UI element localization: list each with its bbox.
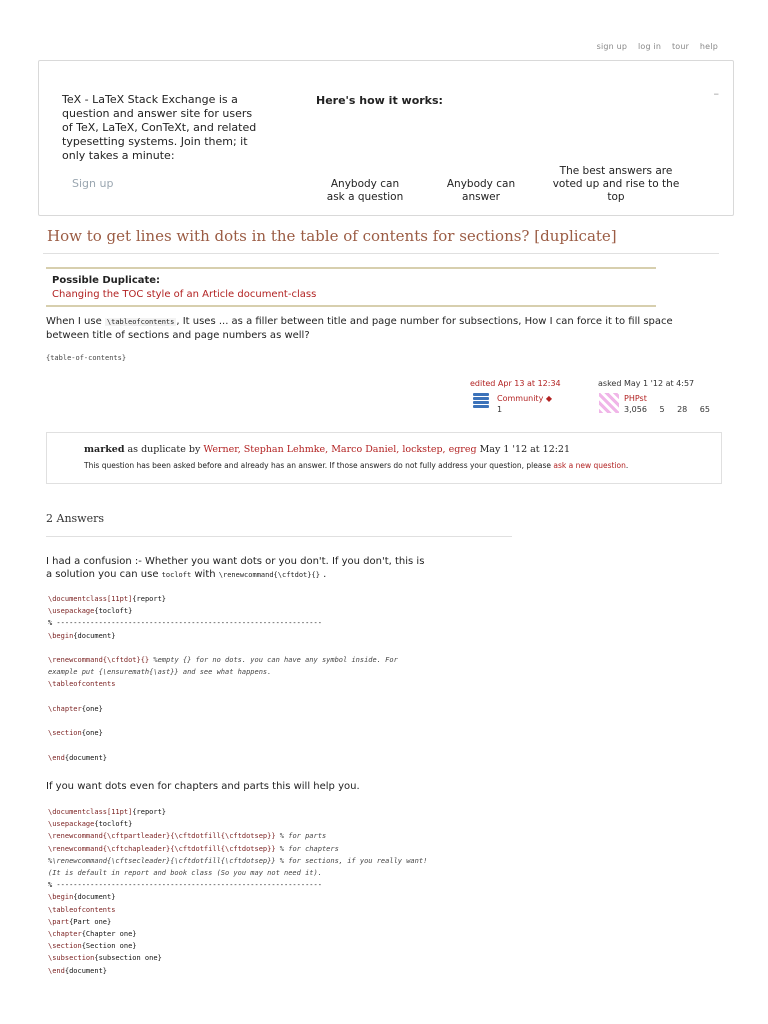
duplicate-notice-message: This question has been asked before and already has an answer. If those answers do not fully address your question, please <box>84 461 554 470</box>
top-nav <box>589 42 718 51</box>
login-link[interactable]: log in <box>637 42 662 51</box>
tag-table-of-contents[interactable]: {table-of-contents} <box>46 354 127 362</box>
duplicate-notice-text <box>84 461 628 470</box>
answer-text-end: . <box>319 569 327 580</box>
code-block-1: \documentclass[11pt]{report} \usepackage{tocloft} % --------------------------------------------------------------- \begin{document} \renewcommand{\cftdot}{} %empty {} for no dots. you can have any symbol inside. For example put {\ensuremath{\ast}} and see what happens. \tableofcontents \chapter{one} \section{one} \end{document} <box>48 595 398 762</box>
signup-link[interactable]: sign up <box>596 42 628 51</box>
help-link[interactable]: help <box>699 42 718 51</box>
marked-label: marked <box>84 444 125 455</box>
question-text-a: When I use <box>46 316 105 327</box>
possible-duplicate-label: Possible Duplicate: <box>52 275 161 286</box>
answer-text-with: with <box>191 569 219 580</box>
title-divider <box>43 253 719 254</box>
closed-date: May 1 '12 at 12:21 <box>476 444 571 455</box>
duplicate-notice <box>46 432 722 484</box>
banner-step-answer: Anybody can answer <box>446 178 516 203</box>
banner-step-ask: Anybody can ask a question <box>326 178 404 203</box>
ask-new-question-link[interactable]: ask a new question <box>553 461 626 470</box>
question-title[interactable]: How to get lines with dots in the table of contents for sections? [duplicate] <box>47 227 617 245</box>
answer-paragraph-2: If you want dots even for chapters and parts this will help you. <box>46 781 360 792</box>
answers-divider <box>46 536 512 537</box>
as-duplicate-by-text: as duplicate by <box>124 444 204 455</box>
possible-duplicate-box <box>46 267 656 307</box>
question-body <box>46 315 686 342</box>
banner-close-button[interactable]: – <box>713 87 719 100</box>
asked-timestamp: asked May 1 '12 at 4:57 <box>598 379 695 388</box>
banner-signup-button[interactable]: Sign up <box>72 177 114 190</box>
duplicate-notice-header <box>84 444 570 455</box>
answers-count-heading: 2 Answers <box>46 512 104 525</box>
asker-reputation: 3,056 5 28 65 <box>624 405 710 414</box>
question-inline-code: \tableofcontents <box>106 318 175 326</box>
question-text-b: , It uses ... as a filler between title and page number for subsections, How I can force it to fill space between title of sections and page numbers as well? <box>46 316 673 341</box>
banner-intro: TeX - LaTeX Stack Exchange is a question and answer site for users of TeX, LaTeX, ConTeXt, and related typesetting systems. Join them; it only takes a minute: <box>62 93 257 162</box>
community-avatar-icon <box>473 393 489 410</box>
asker-avatar[interactable] <box>599 393 619 413</box>
editor-reputation: 1 <box>497 405 503 414</box>
banner-step-vote: The best answers are voted up and rise to the top <box>552 165 680 203</box>
edited-timestamp[interactable]: edited Apr 13 at 12:34 <box>470 379 561 388</box>
tour-link[interactable]: tour <box>671 42 690 51</box>
asker-name-link[interactable]: PHPst <box>624 394 647 403</box>
banner-how-heading: Here's how it works: <box>316 94 443 107</box>
welcome-banner <box>38 60 734 216</box>
answer-text-a: I had a confusion :- Whether you want dots or you don't. If you don't, this is a solution you can use <box>46 556 425 580</box>
code-block-2: \documentclass[11pt]{report} \usepackage{tocloft} \renewcommand{\cftpartleader}{\cftdotfill{\cftdotsep}} % for parts \renewcommand{\cftchapleader}{\cftdotfill{\cftdotsep}} % for chapters %\renewcommand{\cftsecleader}{\cftdotfill{\cftdotsep}} % for sections, if you really want! (It is default in report and book class (So you may not need it). % --------------------------------------------------------------- \begin{document} \tableofcontents \part{Part one} \chapter{Chapter one} \section{Section one} \subsection{subsection one} \end{document} <box>48 808 428 975</box>
answer-code-renewcommand: \renewcommand{\cftdot}{} <box>218 571 320 579</box>
duplicate-question-link[interactable]: Changing the TOC style of an Article document-class <box>52 289 317 300</box>
editor-name-link[interactable]: Community ◆ <box>497 394 552 403</box>
answer-paragraph-1 <box>46 555 426 582</box>
duplicate-notice-end: . <box>625 461 629 470</box>
closing-users-links[interactable]: Werner, Stephan Lehmke, Marco Daniel, lockstep, egreg <box>203 444 477 455</box>
answer-code-tocloft: tocloft <box>161 571 192 579</box>
